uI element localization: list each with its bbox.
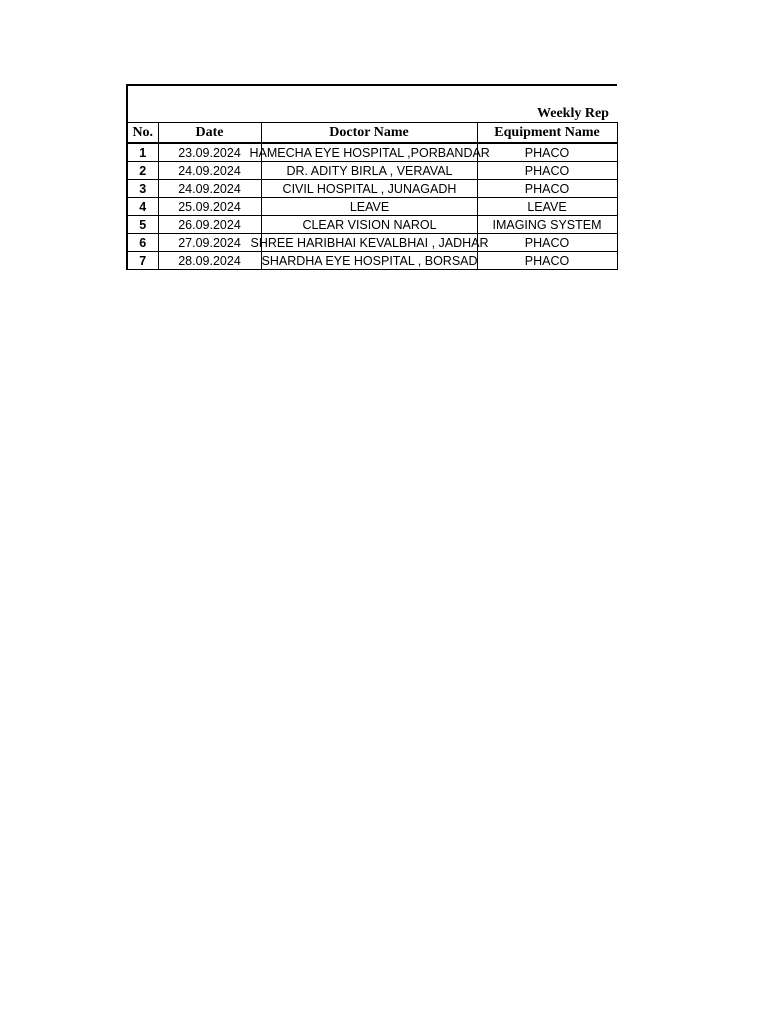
row-equipment-name: PHACO — [477, 162, 617, 180]
row-doctor-text: CIVIL HOSPITAL , JUNAGADH — [282, 181, 457, 196]
row-doctor-name — [250, 234, 489, 252]
row-number: 6 — [127, 234, 158, 252]
table-row — [127, 216, 617, 234]
row-date: 27.09.2024 — [158, 234, 261, 252]
row-doctor-name — [261, 180, 477, 198]
row-number: 4 — [127, 198, 158, 216]
row-doctor-name — [249, 143, 490, 162]
row-doctor-text: SHREE HARIBHAI KEVALBHAI , JADHAR — [250, 235, 489, 250]
table-row — [127, 198, 617, 216]
row-date: 26.09.2024 — [158, 216, 261, 234]
row-equipment-name: PHACO — [477, 252, 617, 270]
row-number: 5 — [127, 216, 158, 234]
row-doctor-name — [261, 216, 477, 234]
row-doctor-text: SHARDHA EYE HOSPITAL , BORSAD — [261, 253, 478, 268]
table-row — [127, 180, 617, 198]
report-title-cell — [127, 85, 617, 123]
row-equipment-name: IMAGING SYSTEM — [477, 216, 617, 234]
report-sheet — [126, 84, 609, 270]
row-doctor-text: LEAVE — [349, 199, 390, 214]
row-doctor-name — [261, 252, 477, 270]
row-number: 3 — [127, 180, 158, 198]
table-row — [127, 162, 617, 180]
table-row — [127, 252, 617, 270]
column-header-date: Date — [158, 123, 261, 144]
row-date: 28.09.2024 — [158, 252, 261, 270]
column-header-doctor-name: Doctor Name — [261, 123, 477, 144]
weekly-report-table — [126, 84, 618, 270]
title-row — [127, 85, 617, 123]
row-date: 23.09.2024 — [158, 143, 261, 162]
row-equipment-name: PHACO — [477, 234, 617, 252]
row-equipment-name: PHACO — [477, 180, 617, 198]
row-date: 25.09.2024 — [158, 198, 261, 216]
row-doctor-text: HAMECHA EYE HOSPITAL ,PORBANDAR — [249, 145, 490, 160]
row-date: 24.09.2024 — [158, 180, 261, 198]
row-number: 2 — [127, 162, 158, 180]
row-date: 24.09.2024 — [158, 162, 261, 180]
table-row — [127, 234, 617, 252]
row-number: 7 — [127, 252, 158, 270]
row-number: 1 — [127, 143, 158, 162]
row-equipment-name: PHACO — [477, 143, 617, 162]
row-equipment-name: LEAVE — [477, 198, 617, 216]
column-header-equipment-name: Equipment Name — [477, 123, 617, 144]
row-doctor-name — [261, 198, 477, 216]
row-doctor-text: CLEAR VISION NAROL — [302, 217, 437, 232]
table-row — [127, 143, 617, 162]
header-row — [127, 123, 617, 144]
row-doctor-text: DR. ADITY BIRLA , VERAVAL — [286, 163, 453, 178]
row-doctor-name — [261, 162, 477, 180]
column-header-no: No. — [127, 123, 158, 144]
report-title: Weekly Rep — [537, 106, 609, 121]
